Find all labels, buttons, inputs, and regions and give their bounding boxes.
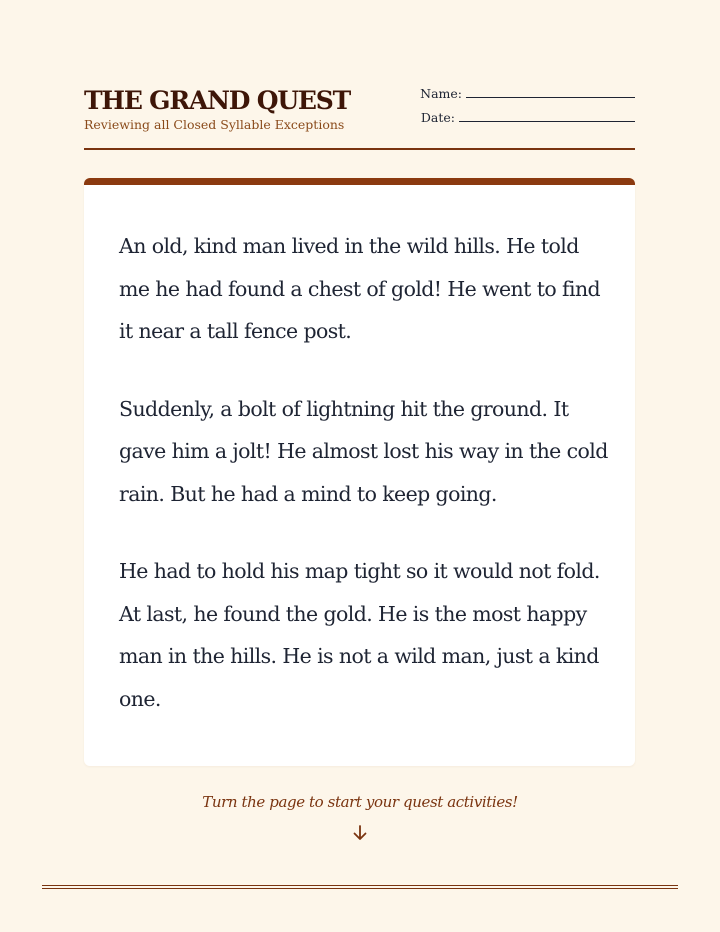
name-field[interactable] — [420, 86, 635, 101]
turn-page-note: Turn the page to start your quest activities! — [202, 793, 518, 811]
story-paragraph-1: An old, kind man lived in the wild hills. He told me he had found a chest of gold! He went to find it near a tall fence post. — [119, 234, 601, 343]
story-paragraph-2: Suddenly, a bolt of lightning hit the ground. It gave him a jolt! He almost lost his way in the cold rain. But he had a mind to keep going. — [119, 396, 608, 506]
date-label: Date: — [420, 110, 455, 125]
story-card — [84, 178, 635, 766]
name-label: Name: — [420, 86, 462, 101]
name-blank-line[interactable] — [466, 86, 635, 98]
page-title: THE GRAND QUEST — [84, 86, 351, 115]
story-paragraph-3: He had to hold his map tight so it would not fold. At last, he found the gold. He is the most happy man in the hills. He is not a wild man, just a kind one. — [119, 559, 600, 711]
date-field[interactable] — [421, 110, 635, 125]
story-text — [119, 225, 609, 755]
page-subtitle: Reviewing all Closed Syllable Exceptions — [84, 117, 345, 132]
date-blank-line[interactable] — [459, 110, 635, 122]
arrow-down-icon — [350, 823, 370, 843]
footer-double-rule — [42, 885, 678, 889]
worksheet-header — [84, 84, 635, 150]
